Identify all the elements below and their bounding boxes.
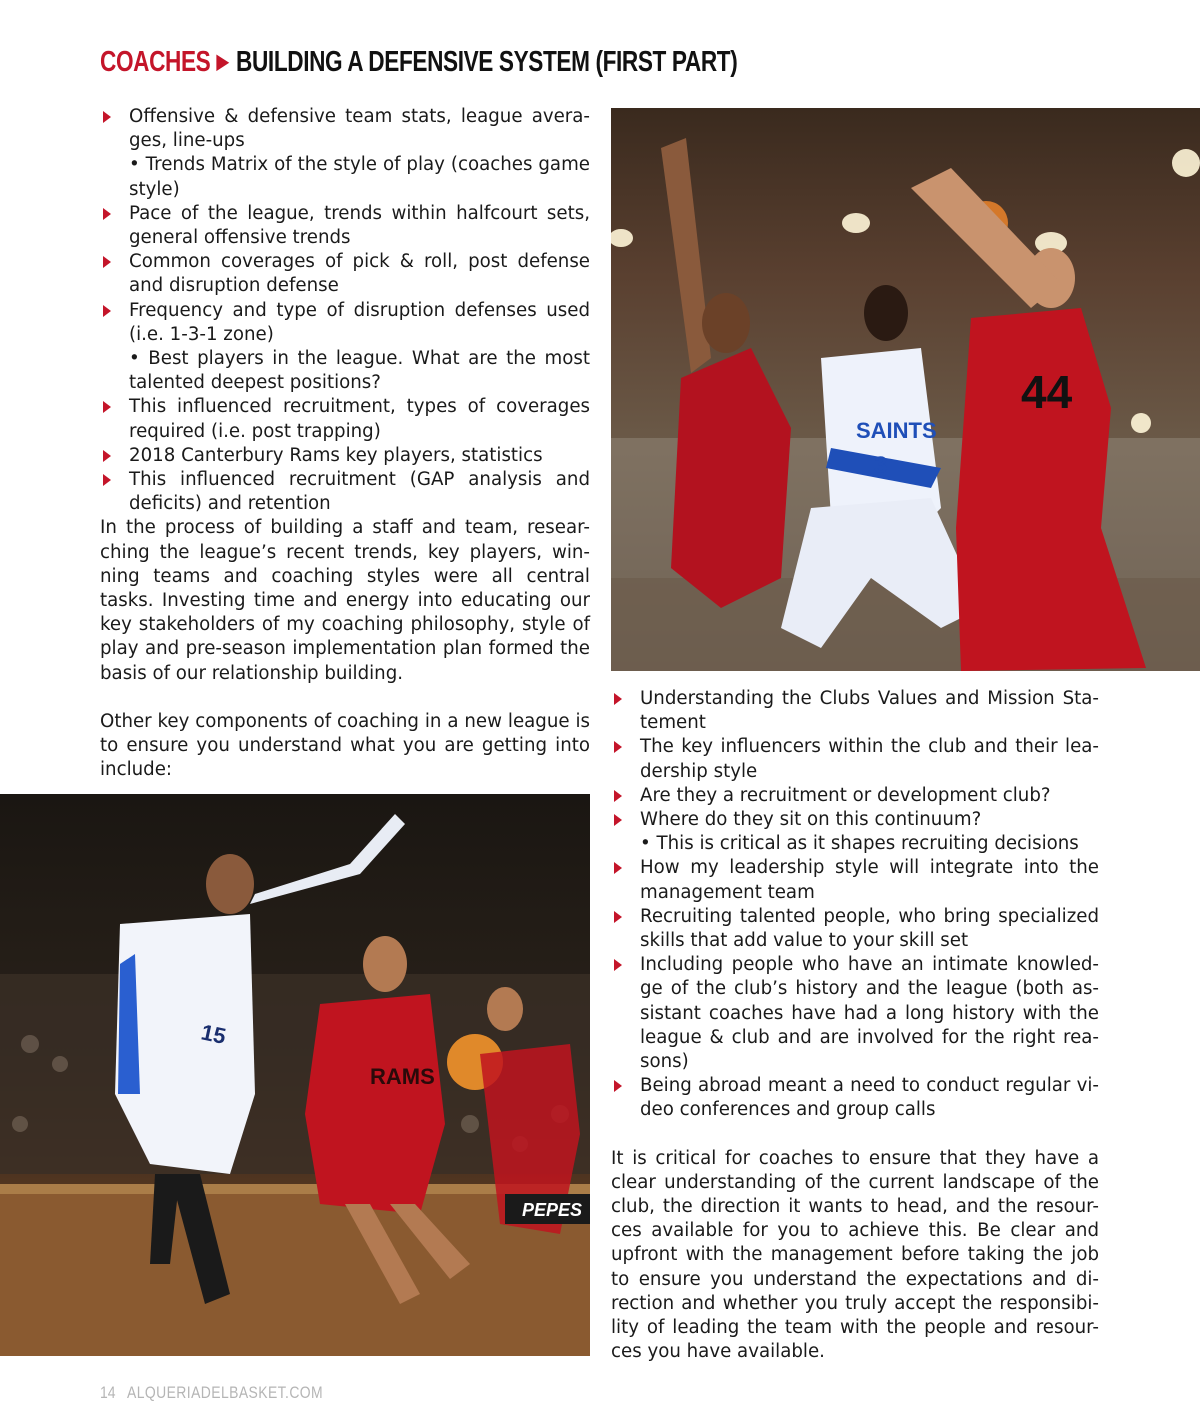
page-header [100,40,737,84]
caret-right-icon: ▶ [216,51,229,73]
bullet-arrow-icon [103,208,111,220]
page-number: 14 [100,1383,116,1402]
body-paragraph: In the process of building a staff and team, resear-ching the league’s recent trends, key players, win-ning teams and coaching styles were all central tasks. Investing time and energy into educating our key stakeholders of my coaching philosophy, style of play and pre-season implementation plan formed the basis of our relationship building. [100,517,590,684]
list-item: Frequency and type of disruption defenses used (i.e. 1-3-1 zone) • Best players in the league. What are the most talented deepest positions? [100,299,590,396]
basketball-photo-top [611,108,1200,671]
bullet-arrow-icon [614,862,622,874]
page-title: BUILDING A DEFENSIVE SYSTEM (FIRST PART) [236,46,738,78]
jersey-number: 15 [198,1019,229,1049]
bullet-arrow-icon [614,959,622,971]
bullet-arrow-icon [614,911,622,923]
list-item: Including people who have an intimate knowled-ge of the club’s history and the league (both as-sistant coaches have had a long history with the league & club and are involved for the right rea-sons) [611,953,1099,1074]
photo-illustration [611,108,1200,671]
bullet-arrow-icon [614,693,622,705]
right-column [611,687,1099,1364]
jersey-text: SAINTS [856,418,937,443]
list-item: The key influencers within the club and their lea-dership style [611,735,1099,783]
body-paragraph: It is critical for coaches to ensure that they have a clear understanding of the current landscape of the club, the direction it wants to head, and the resour-ces available for you to achieve this. Be clear and upfront with the management before taking the job to ensure you understand the expectations and di-rection and whether you truly accept the responsibi-lity of leading the team with the people and resour-ces you have available. [611,1147,1099,1363]
bullet-arrow-icon [614,741,622,753]
list-item: Where do they sit on this continuum? • This is critical as it shapes recruiting decisions [611,808,1099,856]
sponsor-banner-text: PEPES [522,1200,583,1220]
jersey-number: 3 [874,452,888,479]
section-label: COACHES [100,46,211,78]
photo-illustration [0,794,590,1356]
sub-item: • Trends Matrix of the style of play (coaches game style) [129,154,590,200]
left-column [100,105,590,782]
bullet-arrow-icon [614,814,622,826]
jersey-number: 44 [1021,366,1073,418]
footer-website: ALQUERIADELBASKET.COM [126,1383,324,1402]
list-item: This influenced recruitment (GAP analysis and deficits) and retention [100,468,590,516]
jersey-text: RAMS [370,1064,435,1089]
bullet-arrow-icon [103,305,111,317]
page-footer [100,1381,323,1405]
list-item: How my leadership style will integrate into the management team [611,856,1099,904]
bullet-arrow-icon [103,450,111,462]
list-item: Are they a recruitment or development club? [611,784,1099,808]
list-item: Recruiting talented people, who bring specialized skills that add value to your skill set [611,905,1099,953]
sub-item: • This is critical as it shapes recruiting decisions [640,833,1079,855]
list-item: 2018 Canterbury Rams key players, statistics [100,444,590,468]
basketball-photo-bottom [0,794,590,1356]
list-item: Pace of the league, trends within halfcourt sets, general offensive trends [100,202,590,250]
body-paragraph: Other key components of coaching in a new league is to ensure you understand what you are getting into include: [100,710,590,781]
bullet-arrow-icon [103,256,111,268]
list-item: Being abroad meant a need to conduct regular vi-deo conferences and group calls [611,1074,1099,1122]
list-item: Offensive & defensive team stats, league avera-ges, line-ups • Trends Matrix of the style of play (coaches game style) [100,105,590,202]
bullet-arrow-icon [103,111,111,123]
bullet-arrow-icon [103,401,111,413]
bullet-arrow-icon [614,1080,622,1092]
right-bullet-list [611,687,1099,1123]
sub-item: • Best players in the league. What are the most talented deepest positions? [129,348,590,394]
bullet-arrow-icon [614,790,622,802]
list-item: Understanding the Clubs Values and Mission Sta-tement [611,687,1099,735]
left-bullet-list [100,105,590,516]
list-item: Common coverages of pick & roll, post defense and disruption defense [100,250,590,298]
list-item: This influenced recruitment, types of coverages required (i.e. post trapping) [100,395,590,443]
bullet-arrow-icon [103,474,111,486]
